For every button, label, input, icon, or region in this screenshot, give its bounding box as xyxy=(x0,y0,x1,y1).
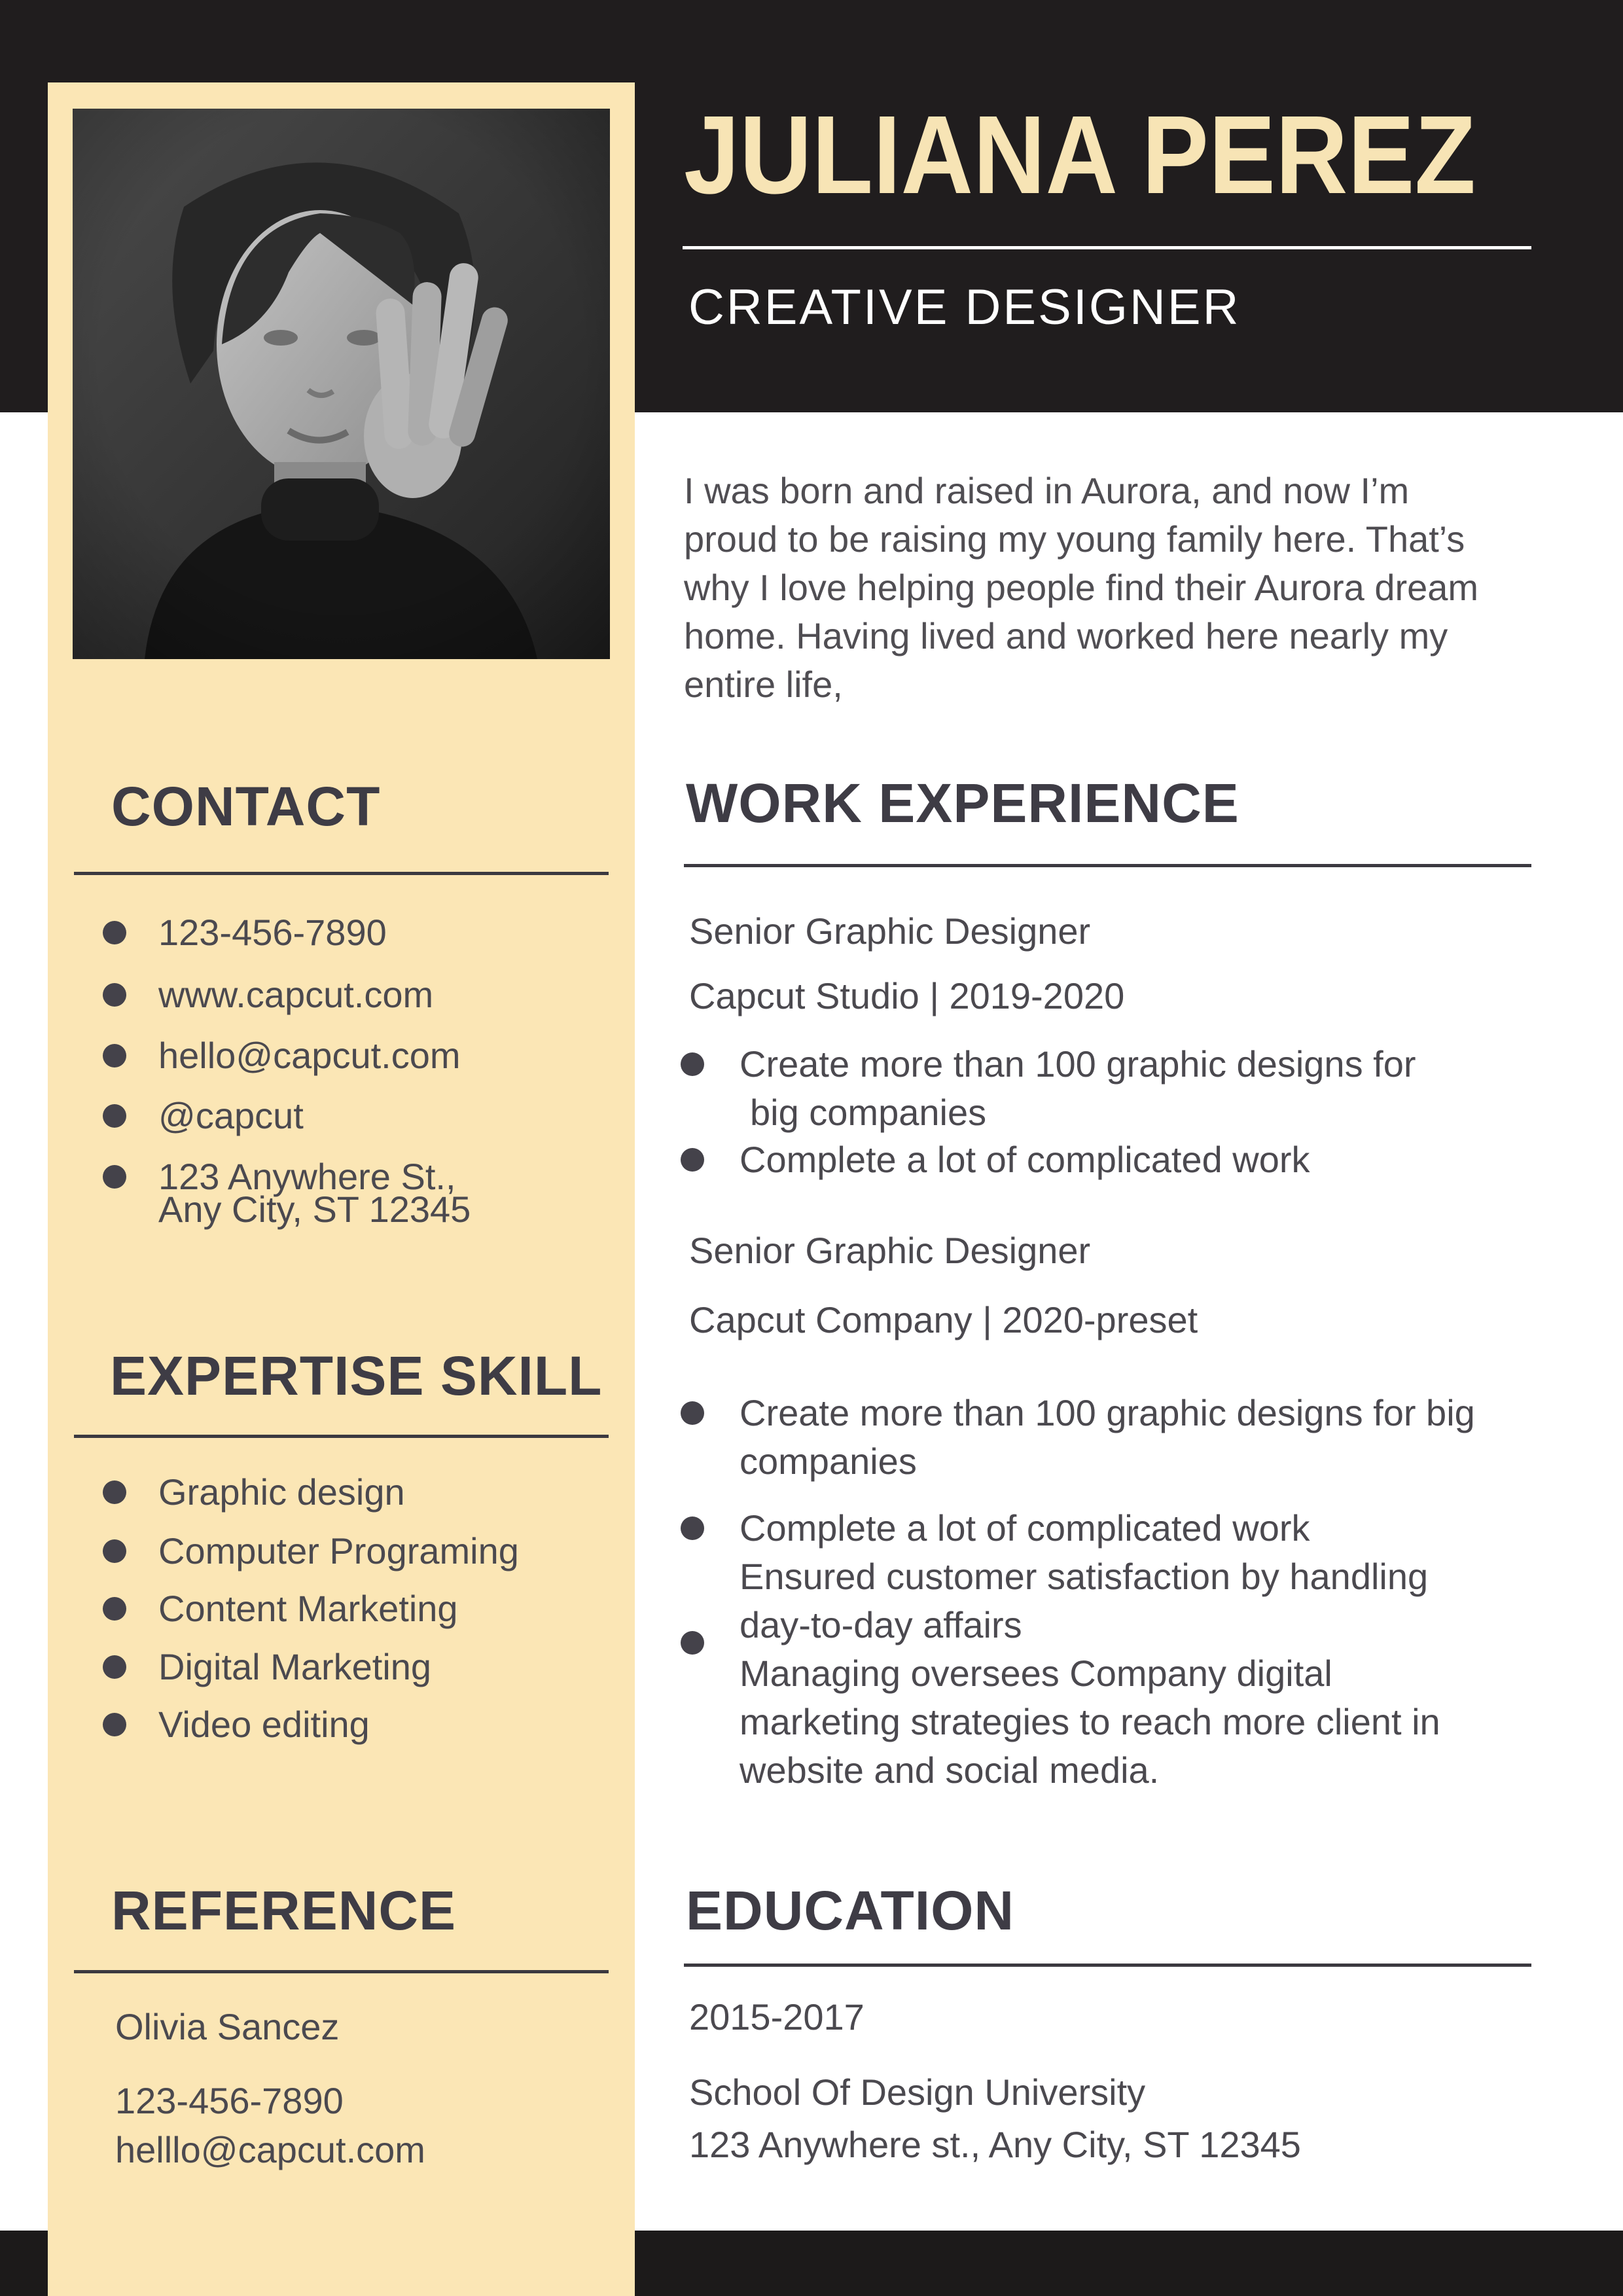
skill-item: Digital Marketing xyxy=(103,1643,431,1691)
skills-divider xyxy=(74,1435,609,1438)
bullet-icon xyxy=(103,1480,126,1504)
intro-line: why I love helping people find their Aurora dream xyxy=(684,567,1479,608)
contact-item: www.capcut.com xyxy=(103,971,433,1019)
skill-item: Computer Programing xyxy=(103,1527,519,1575)
job-bullet: Create more than 100 graphic designs for xyxy=(681,1040,1416,1088)
job-bullet-line: Managing oversees Company digital xyxy=(740,1653,1332,1694)
job-bullet-line: day-to-day affairs xyxy=(740,1604,1022,1645)
bullet-icon xyxy=(103,1539,126,1563)
skill-item: Content Marketing xyxy=(103,1585,458,1633)
job-title: Senior Graphic Designer xyxy=(689,910,1091,952)
job-bullet-wrap-line: big companies xyxy=(750,1092,987,1133)
education-period: 2015-2017 xyxy=(689,1996,865,2037)
bullet-icon xyxy=(103,1104,126,1128)
skill-item: Video editing xyxy=(103,1700,370,1749)
reference-divider xyxy=(74,1970,609,1973)
intro-line: home. Having lived and worked here nearly my xyxy=(684,615,1448,656)
bullet-icon xyxy=(681,1401,704,1425)
education-address: 123 Anywhere st., Any City, ST 12345 xyxy=(689,2124,1301,2165)
job-bullet: Complete a lot of complicated work xyxy=(681,1136,1310,1184)
bullet-icon xyxy=(681,1516,704,1540)
reference-phone: 123-456-7890 xyxy=(115,2080,344,2121)
bullet-icon xyxy=(103,1165,126,1189)
skills-heading: EXPERTISE SKILL xyxy=(110,1345,603,1407)
bullet-icon xyxy=(103,1655,126,1679)
role-title: CREATIVE DESIGNER xyxy=(688,279,1241,335)
job-meta: Capcut Company | 2020-preset xyxy=(689,1299,1198,1340)
bullet-icon xyxy=(103,1597,126,1621)
job-title: Senior Graphic Designer xyxy=(689,1230,1091,1271)
profile-photo xyxy=(73,109,610,659)
skill-item: Graphic design xyxy=(103,1468,405,1516)
contact-address-line2: Any City, ST 12345 xyxy=(158,1189,471,1230)
contact-item: 123 Anywhere St., xyxy=(103,1153,456,1201)
bullet-icon xyxy=(103,921,126,944)
job-bullet-line: marketing strategies to reach more client in xyxy=(740,1701,1440,1742)
bullet-icon xyxy=(103,1044,126,1067)
job-bullet-text-block xyxy=(740,1504,1440,1795)
reference-name: Olivia Sancez xyxy=(115,2006,340,2047)
header-rule xyxy=(683,246,1531,249)
job-bullet-wrap-line: companies xyxy=(740,1441,917,1482)
education-divider xyxy=(684,1964,1531,1967)
bullet-icon xyxy=(681,1631,704,1655)
education-school: School Of Design University xyxy=(689,2072,1146,2113)
contact-item: @capcut xyxy=(103,1092,304,1140)
work-heading: WORK EXPERIENCE xyxy=(686,772,1240,834)
work-divider xyxy=(684,864,1531,867)
person-name: JULIANA PEREZ xyxy=(684,93,1476,217)
bullet-icon xyxy=(681,1052,704,1076)
job-meta: Capcut Studio | 2019-2020 xyxy=(689,975,1125,1016)
job-bullet-line: Ensured customer satisfaction by handling xyxy=(740,1556,1429,1597)
job-bullet: Create more than 100 graphic designs for big xyxy=(681,1389,1475,1437)
contact-item: 123-456-7890 xyxy=(103,908,387,957)
intro-paragraph xyxy=(684,467,1478,709)
job-bullet-line: Complete a lot of complicated work xyxy=(740,1507,1310,1549)
reference-heading: REFERENCE xyxy=(111,1880,457,1941)
bullet-icon xyxy=(681,1148,704,1172)
intro-line: proud to be raising my young family here. That’s xyxy=(684,518,1465,560)
reference-email: helllo@capcut.com xyxy=(115,2129,425,2170)
contact-item: hello@capcut.com xyxy=(103,1031,461,1080)
bullet-icon xyxy=(103,1713,126,1736)
job-bullet-line: website and social media. xyxy=(740,1749,1160,1791)
contact-heading: CONTACT xyxy=(111,776,381,837)
contact-divider xyxy=(74,872,609,875)
education-heading: EDUCATION xyxy=(686,1880,1015,1941)
intro-line: entire life, xyxy=(684,664,843,705)
bullet-icon xyxy=(103,983,126,1007)
intro-line: I was born and raised in Aurora, and now I’m xyxy=(684,470,1410,511)
